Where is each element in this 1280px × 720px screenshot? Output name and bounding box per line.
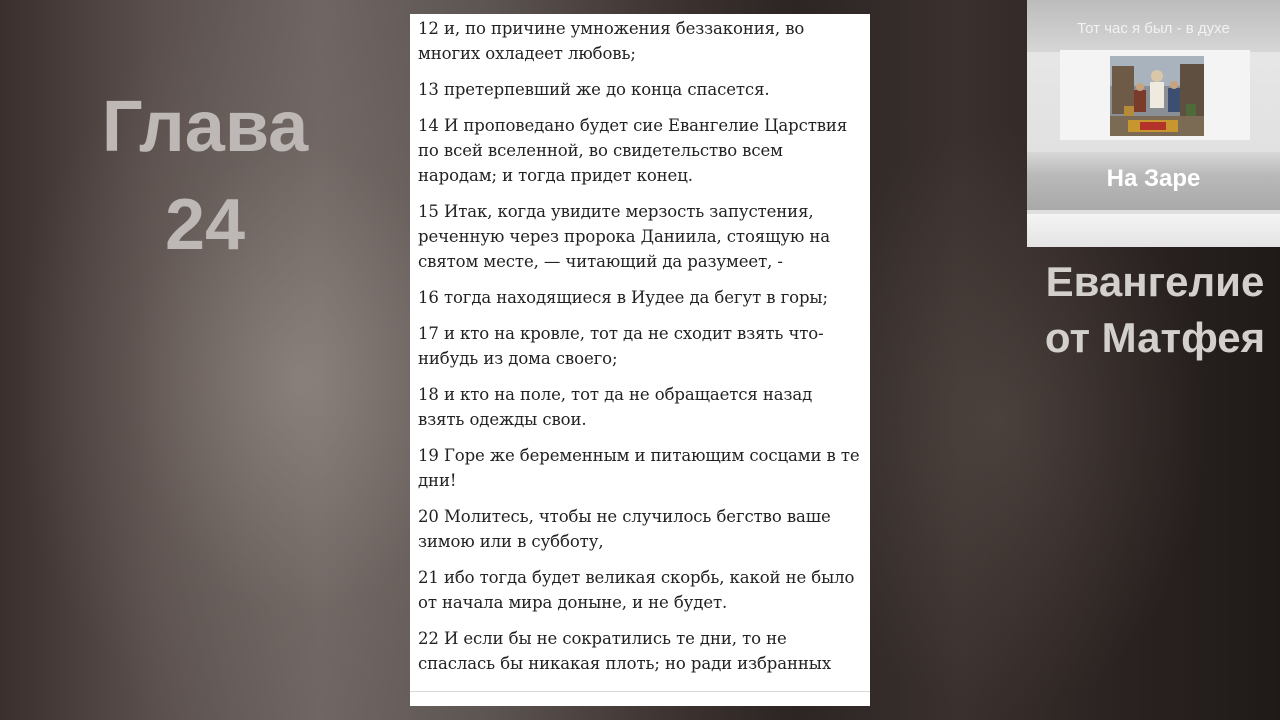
book-title-line2: от Матфея <box>1044 314 1266 361</box>
thumbnail-header-text: Тот час я был - в духе <box>1077 20 1230 37</box>
verse-19: 19 Горе же беременным и питающим сосцами в те дни! <box>418 446 860 490</box>
chapter-title <box>100 78 310 274</box>
painting-image <box>1110 56 1204 136</box>
book-title <box>1030 254 1280 366</box>
verse-16: 16 тогда находящиеся в Иудее да бегут в горы; <box>418 288 828 307</box>
verse-18: 18 и кто на поле, тот да не обращается назад взять одежды свои. <box>418 385 813 429</box>
scripture-panel[interactable] <box>410 14 870 706</box>
chapter-number: 24 <box>164 185 246 265</box>
panel-divider <box>410 691 870 692</box>
verse-20: 20 Молитесь, чтобы не случилось бегство ваше зимою или в субботу, <box>418 507 831 551</box>
verse-15: 15 Итак, когда увидите мерзость запустения, реченную через пророка Даниила, стоящую на святом месте, — читающий да разумеет, - <box>418 202 830 271</box>
verse-21: 21 ибо тогда будет великая скорбь, какой не было от начала мира доныне, и не будет. <box>418 568 855 612</box>
verse-14: 14 И проповедано будет сие Евангелие Царствия по всей вселенной, во свидетельство всем народам; и тогда придет конец. <box>418 116 848 185</box>
thumbnail-picture-frame <box>1060 50 1250 140</box>
thumbnail-title: На Заре <box>1106 165 1201 192</box>
verse-12: 12 и, по причине умножения беззакония, во многих охладеет любовь; <box>418 19 805 63</box>
book-title-line1: Евангелие <box>1045 258 1265 305</box>
video-thumbnail-card[interactable] <box>1027 0 1280 247</box>
thumbnail-footer <box>1027 214 1280 247</box>
verse-17: 17 и кто на кровле, тот да не сходит взять что-нибудь из дома своего; <box>418 324 824 368</box>
verse-22: 22 И если бы не сократились те дни, то не спаслась бы никакая плоть; но ради избранных <box>418 629 832 673</box>
verse-13: 13 претерпевший же до конца спасется. <box>418 80 770 99</box>
chapter-word: Глава <box>101 87 309 167</box>
